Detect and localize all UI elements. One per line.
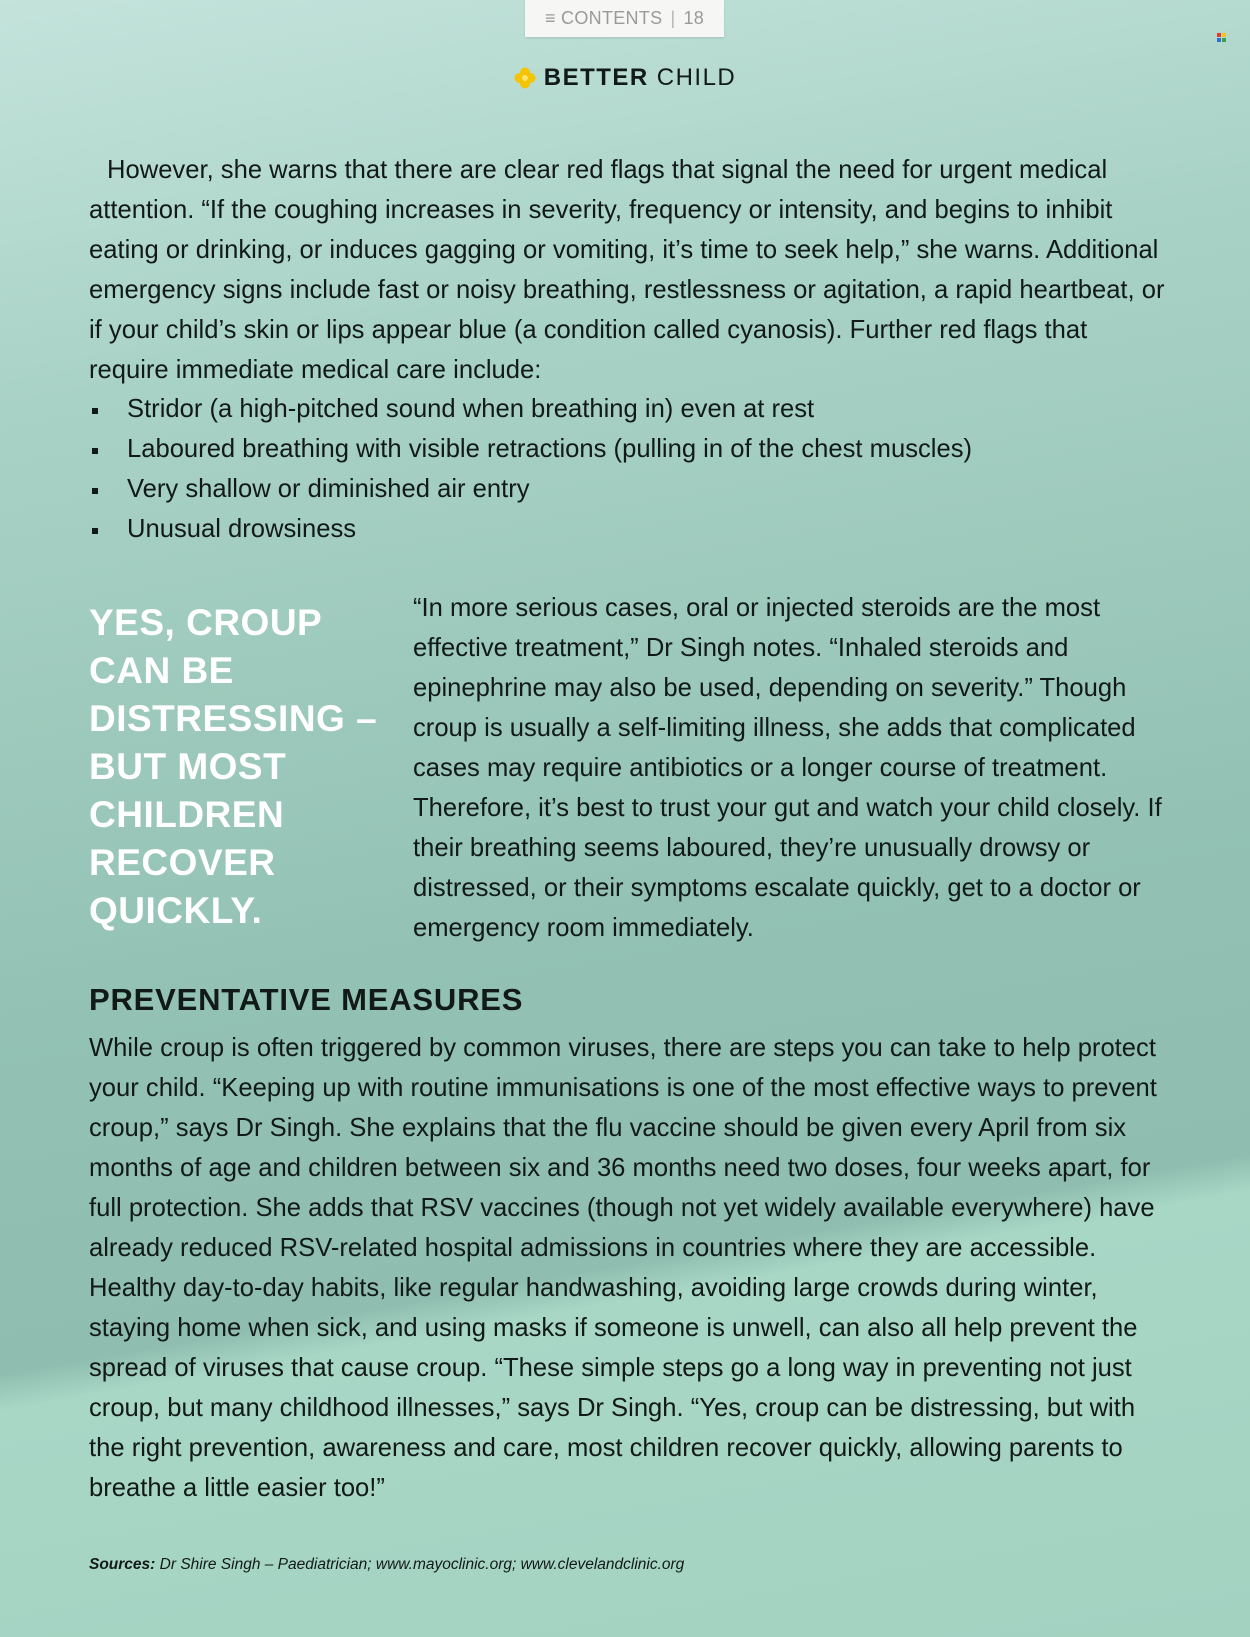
red-flags-list: [89, 389, 972, 549]
section-heading: PREVENTATIVE MEASURES: [89, 982, 524, 1017]
brand-light: CHILD: [656, 64, 737, 91]
list-item: Unusual drowsiness: [89, 509, 972, 549]
list-item: Laboured breathing with visible retractions (pulling in of the chest muscles): [89, 429, 972, 469]
treatment-paragraph: “In more serious cases, oral or injected steroids are the most effective treatment,” Dr Singh notes. “Inhaled steroids and epinephrine may also be used, depending on severity.” Though croup is usually a self-limiting illness, she adds that complicated cases may require antibiotics or a longer course of treatment. Therefore, it’s best to trust your gut and watch your child closely. If their breathing seems laboured, they’re unusually drowsy or distressed, or their symptoms escalate quickly, get to a doctor or emergency room immediately.: [413, 594, 1162, 942]
color-dots-icon: [1217, 33, 1226, 42]
sources-line: [89, 1556, 684, 1574]
list-item: Stridor (a high-pitched sound when breathing in) even at rest: [89, 389, 972, 429]
contents-nav-button[interactable]: [525, 0, 724, 37]
separator: |: [670, 8, 676, 28]
sources-label: Sources:: [89, 1556, 156, 1573]
brand-bold: BETTER: [543, 64, 649, 91]
prevention-paragraph: While croup is often triggered by common viruses, there are steps you can take to help protect your child. “Keeping up with routine immunisations is one of the most effective ways to prevent croup,” says Dr Singh. She explains that the flu vaccine should be given every April from six months of age and children between six and 36 months need two doses, four weeks apart, for full protection. She adds that RSV vaccines (though not yet widely available everywhere) have already reduced RSV-related hospital admissions in countries where they are accessible. Healthy day-to-day habits, like regular handwashing, avoiding large crowds during winter, staying home when sick, and using masks if someone is unwell, can also all help prevent the spread of viruses that cause croup. “These simple steps go a long way in preventing not just croup, but many childhood illnesses,” says Dr Singh. “Yes, croup can be distressing, but with the right prevention, awareness and care, most children recover quickly, allowing parents to breathe a little easier too!”: [89, 1034, 1157, 1502]
list-item: Very shallow or diminished air entry: [89, 469, 972, 509]
contents-label: ≡ CONTENTS: [544, 8, 663, 28]
intro-paragraph: However, she warns that there are clear red flags that signal the need for urgent medical attention. “If the coughing increases in severity, frequency or intensity, and begins to inhibit eating or drinking, or induces gagging or vomiting, it’s time to seek help,” she warns. Additional emergency signs include fast or noisy breathing, restlessness or agitation, a rapid heartbeat, or if your child’s skin or lips appear blue (a condition called cyanosis). Further red flags that require immediate medical care include:: [89, 156, 1165, 384]
page-number: 18: [683, 8, 705, 28]
pull-quote: YES, CROUP CAN BE DISTRESSING – BUT MOST CHILDREN RECOVER QUICKLY.: [89, 602, 378, 931]
flower-logo-icon: [514, 67, 536, 89]
section-header: [0, 64, 1250, 92]
sources-text: Dr Shire Singh – Paediatrician; www.mayoclinic.org; www.clevelandclinic.org: [159, 1556, 685, 1573]
